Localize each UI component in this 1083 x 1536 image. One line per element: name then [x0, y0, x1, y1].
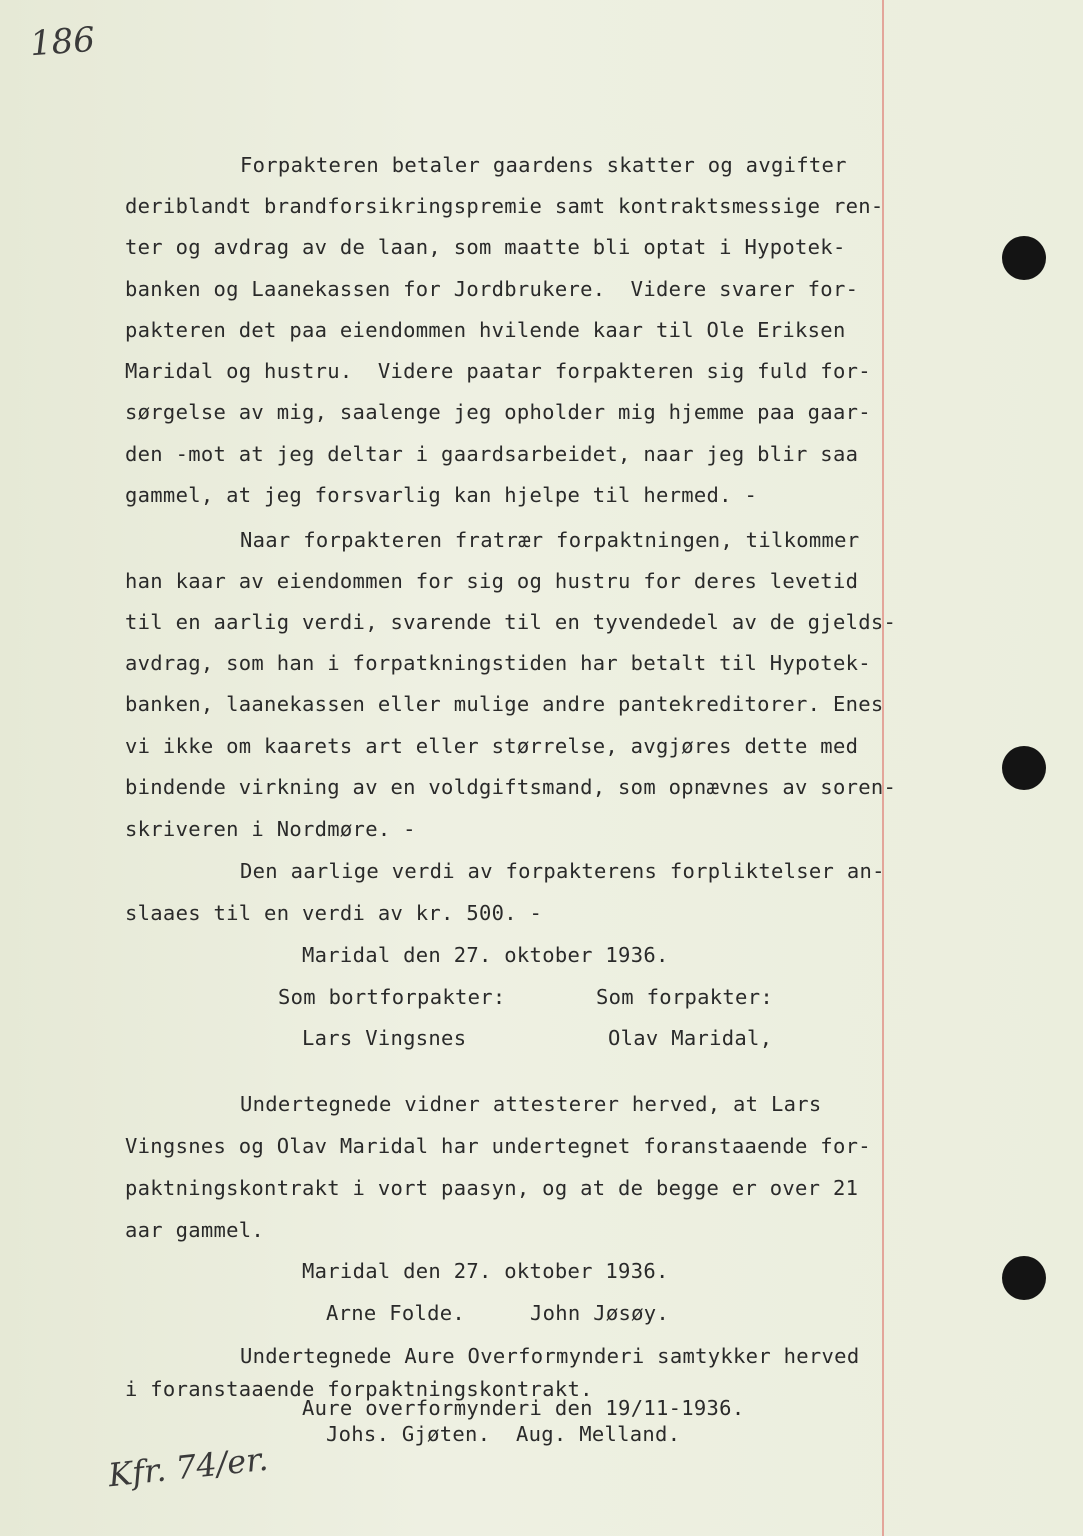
text-line: Vingsnes og Olav Maridal har undertegnet foranstaaende for- — [125, 1134, 871, 1158]
text-line: vi ikke om kaarets art eller størrelse, avgjøres dette med — [125, 734, 859, 758]
text-line: skriveren i Nordmøre. - — [125, 817, 416, 841]
text-line: aar gammel. — [125, 1218, 265, 1242]
page-number: 186 — [28, 19, 97, 65]
text-line: Naar forpakteren fratrær forpaktningen, tilkommer — [240, 528, 860, 552]
text-line: Undertegnede Aure Overformynderi samtykker herved — [240, 1344, 860, 1368]
text-line: banken, laanekassen eller mulige andre pantekreditorer. Enes — [125, 692, 884, 716]
text-line: Forpakteren betaler gaardens skatter og avgifter — [240, 153, 847, 177]
text-line: ter og avdrag av de laan, som maatte bli optat i Hypotek- — [125, 235, 846, 259]
signatory-name: Johs. Gjøten. — [326, 1422, 491, 1446]
text-line: gammel, at jeg forsvarlig kan hjelpe til hermed. - — [125, 483, 758, 507]
text-line: sørgelse av mig, saalenge jeg opholder mig hjemme paa gaar- — [125, 400, 871, 424]
text-line: pakteren det paa eiendommen hvilende kaar til Ole Eriksen — [125, 318, 846, 342]
margin-rule — [882, 0, 884, 1536]
margin-note: Kfr. 74/er. — [106, 1439, 270, 1495]
text-line: deriblandt brandforsikringspremie samt kontraktsmessige ren- — [125, 194, 884, 218]
text-line: Maridal og hustru. Videre paatar forpakteren sig fuld for- — [125, 359, 871, 383]
date-line: Maridal den 27. oktober 1936. — [302, 1259, 669, 1283]
text-line: paktningskontrakt i vort paasyn, og at de begge er over 21 — [125, 1176, 859, 1200]
text-line: i foranstaaende forpaktningskontrakt. — [125, 1377, 593, 1401]
witness-name: John Jøsøy. — [530, 1301, 670, 1325]
text-line: banken og Laanekassen for Jordbrukere. Videre svarer for- — [125, 277, 859, 301]
text-line: bindende virkning av en voldgiftsmand, som opnævnes av soren- — [125, 775, 897, 799]
text-line: Undertegnede vidner attesterer herved, at Lars — [240, 1092, 822, 1116]
text-line: avdrag, som han i forpatkningstiden har betalt til Hypotek- — [125, 651, 871, 675]
text-line: den -mot at jeg deltar i gaardsarbeidet, naar jeg blir saa — [125, 442, 859, 466]
signatory-name: Aug. Melland. — [516, 1422, 681, 1446]
date-line: Aure overformynderi den 19/11-1936. — [302, 1396, 745, 1420]
witness-name: Arne Folde. — [326, 1301, 466, 1325]
punch-hole-bottom — [1002, 1256, 1046, 1300]
text-line: Den aarlige verdi av forpakterens forpliktelser an- — [240, 859, 885, 883]
text-line: til en aarlig verdi, svarende til en tyvendedel av de gjelds- — [125, 610, 897, 634]
signatory-role: Som bortforpakter: — [278, 985, 506, 1009]
signatory-name: Lars Vingsnes — [302, 1026, 467, 1050]
punch-hole-middle — [1002, 746, 1046, 790]
signatory-name: Olav Maridal, — [608, 1026, 773, 1050]
signatory-role: Som forpakter: — [596, 985, 773, 1009]
text-line: han kaar av eiendommen for sig og hustru for deres levetid — [125, 569, 859, 593]
punch-hole-top — [1002, 236, 1046, 280]
text-line: slaaes til en verdi av kr. 500. - — [125, 901, 543, 925]
date-line: Maridal den 27. oktober 1936. — [302, 943, 669, 967]
